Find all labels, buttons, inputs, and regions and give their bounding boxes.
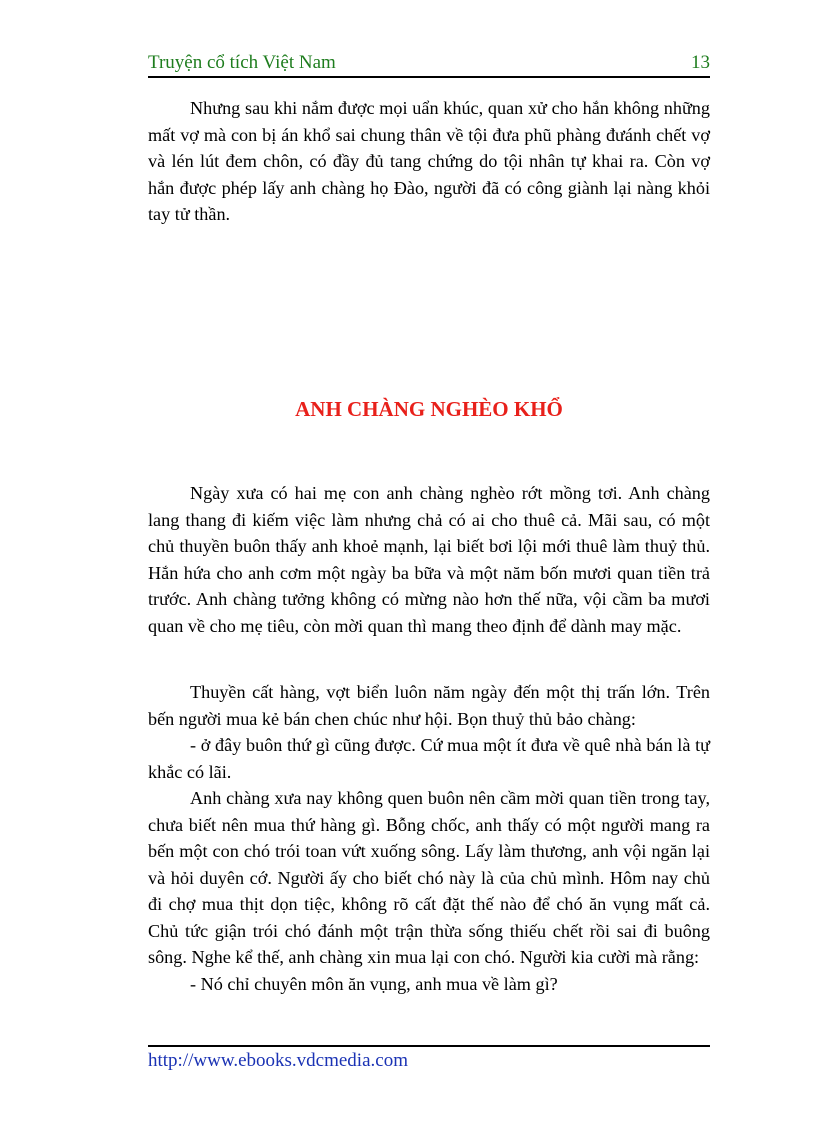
- story-title: ANH CHÀNG NGHÈO KHỔ: [295, 397, 563, 421]
- story-section-a: [148, 480, 710, 639]
- story-section-b: [148, 679, 710, 997]
- intro-section: [148, 95, 710, 228]
- footer-url-link[interactable]: http://www.ebooks.vdcmedia.com: [148, 1050, 408, 1071]
- intro-paragraph: Nhưng sau khi nắm được mọi uẩn khúc, quan xử cho hắn không những mất vợ mà con bị án khổ sai chung thân về tội đưa phũ phàng đưánh chết vợ và lén lút đem chôn, có đầy đủ tang chứng do tội nhân tự khai ra. Còn vợ hắn được phép lấy anh chàng họ Đào, người đã có công giành lại nàng khỏi tay tử thần.: [148, 98, 710, 224]
- page-header: [148, 50, 710, 78]
- dialogue-line: - ở đây buôn thứ gì cũng được. Cứ mua một ít đưa về quê nhà bán là tự khắc có lãi.: [148, 735, 710, 782]
- footer-divider: [148, 1045, 710, 1047]
- page-number: 13: [691, 52, 710, 73]
- book-title: Truyện cổ tích Việt Nam: [148, 52, 336, 73]
- story-paragraph: Anh chàng xưa nay không quen buôn nên cầm mời quan tiền trong tay, chưa biết nên mua thứ hàng gì. Bỗng chốc, anh thấy có một người mang ra bến một con chó trói toan vứt xuống sông. Lấy làm thương, anh vội ngăn lại và hỏi duyên cớ. Người ấy cho biết chó này là của chủ mình. Hôm nay chủ đi chợ mua thịt dọn tiệc, không rõ cất đặt thế nào để chó ăn vụng mất cả. Chủ tức giận trói chó đánh một trận thừa sống thiếu chết rồi sai đi buông sông. Nghe kể thế, anh chàng xin mua lại con chó. Người kia cười mà rằng:: [148, 788, 710, 967]
- dialogue-line: - Nó chỉ chuyên môn ăn vụng, anh mua về làm gì?: [190, 973, 558, 994]
- story-paragraph: Ngày xưa có hai mẹ con anh chàng nghèo rớt mồng tơi. Anh chàng lang thang đi kiếm việc làm nhưng chả có ai cho thuê cả. Mãi sau, có một chủ thuyền buôn thấy anh khoẻ mạnh, lại biết bơi lội mới thuê làm thuỷ thủ. Hắn hứa cho anh cơm một ngày ba bữa và một năm bốn mươi quan tiền trả trước. Anh chàng tưởng không có mừng nào hơn thế nữa, vội cầm ba mươi quan về cho mẹ tiêu, còn mời quan thì mang theo định để dành may mặc.: [148, 483, 710, 636]
- story-paragraph: Thuyền cất hàng, vợt biển luôn năm ngày đến một thị trấn lớn. Trên bến người mua kẻ bán chen chúc như hội. Bọn thuỷ thủ bảo chàng:: [148, 682, 710, 729]
